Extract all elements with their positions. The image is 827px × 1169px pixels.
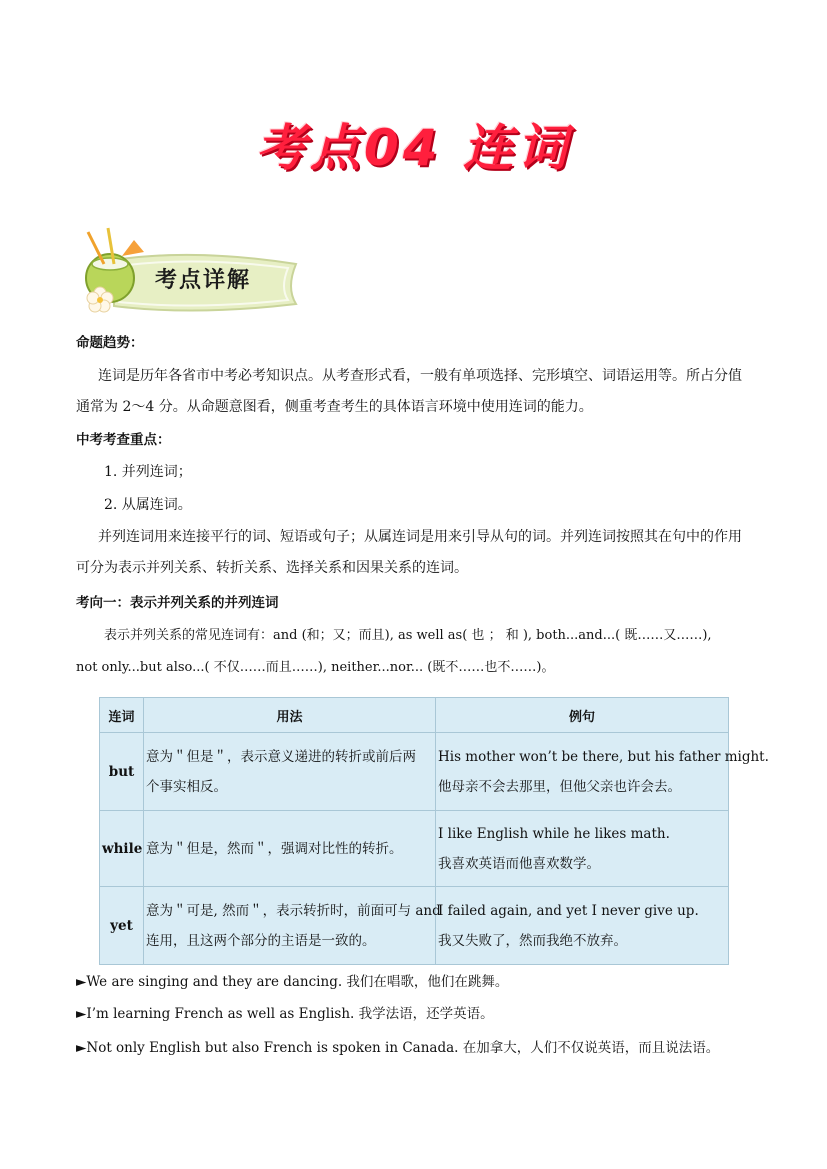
table-header: 例句 xyxy=(436,698,729,733)
table-cell-usage xyxy=(144,811,436,887)
example-sentence: ►I’m learning French as well as English. 我学法语，还学英语。 xyxy=(76,1006,494,1022)
example-line: 我又失败了，然而我绝不放弃。 xyxy=(438,932,627,949)
intro-paragraph: 并列连词用来连接平行的词、短语或句子；从属连词是用来引导从句的词。并列连词按照其在句中的作用可分为表示并列关系、转折关系、选择关系和因果关系的连词。 xyxy=(76,529,742,576)
table-cell-usage xyxy=(144,733,436,811)
focus-item: 1. 并列连词； xyxy=(104,464,192,480)
trend-heading: 命题趋势： xyxy=(76,335,144,351)
usage-line: 个事实相反。 xyxy=(146,778,227,795)
table-cell-example xyxy=(436,733,769,811)
usage-line: 意为＂可是, 然而＂，表示转折时，前面可与 and xyxy=(146,902,441,919)
table-cell-word: yet xyxy=(100,887,144,965)
focus-heading: 中考考查重点： xyxy=(76,432,171,448)
direction-line: not only...but also...( 不仅……而且……), neither...nor... (既不……也不……)。 xyxy=(76,660,555,675)
direction-heading: 考向一：表示并列关系的并列连词 xyxy=(76,595,279,611)
example-line: I like English while he likes math. xyxy=(438,825,670,842)
table-cell-word: while xyxy=(100,811,144,887)
example-sentence: ►We are singing and they are dancing. 我们在唱歌，他们在跳舞。 xyxy=(76,974,509,990)
example-line: 我喜欢英语而他喜欢数学。 xyxy=(438,855,600,872)
table-header: 连词 xyxy=(100,698,144,733)
usage-line: 意为＂但是，然而＂，强调对比性的转折。 xyxy=(146,840,403,857)
usage-line: 意为＂但是＂，表示意义递进的转折或前后两 xyxy=(146,748,416,765)
table-header: 用法 xyxy=(144,698,436,733)
table-row xyxy=(100,733,729,811)
direction-line: 表示并列关系的常见连词有：and (和；又；而且), as well as( 也 ； 和 ), both...and...( 既……又……), xyxy=(104,628,712,643)
table-row xyxy=(100,811,729,887)
table-cell-usage xyxy=(144,887,441,965)
conjunction-table xyxy=(99,697,769,965)
example-line: 他母亲不会去那里，但他父亲也许会去。 xyxy=(438,778,681,795)
table-row xyxy=(100,887,729,965)
page-title: 考点04 连词 xyxy=(256,119,571,177)
table-cell-example xyxy=(436,811,729,887)
table-cell-example xyxy=(436,887,729,965)
focus-item: 2. 从属连词。 xyxy=(104,497,192,513)
trend-paragraph: 连词是历年各省市中考必考知识点。从考查形式看，一般有单项选择、完形填空、词语运用等。所占分值通常为 2～4 分。从命题意图看，侧重考查考生的具体语言环境中使用连词的能力。 xyxy=(76,368,742,415)
example-line: His mother won’t be there, but his father might. xyxy=(438,748,769,765)
example-sentence: ►Not only English but also French is spoken in Canada. 在加拿大，人们不仅说英语，而且说法语。 xyxy=(76,1040,720,1056)
usage-line: 连用，且这两个部分的主语是一致的。 xyxy=(146,932,376,949)
table-header-row xyxy=(100,698,729,733)
example-line: I failed again, and yet I never give up. xyxy=(438,902,699,919)
section-banner-label: 考点详解 xyxy=(155,268,252,293)
table-cell-word: but xyxy=(100,733,144,811)
